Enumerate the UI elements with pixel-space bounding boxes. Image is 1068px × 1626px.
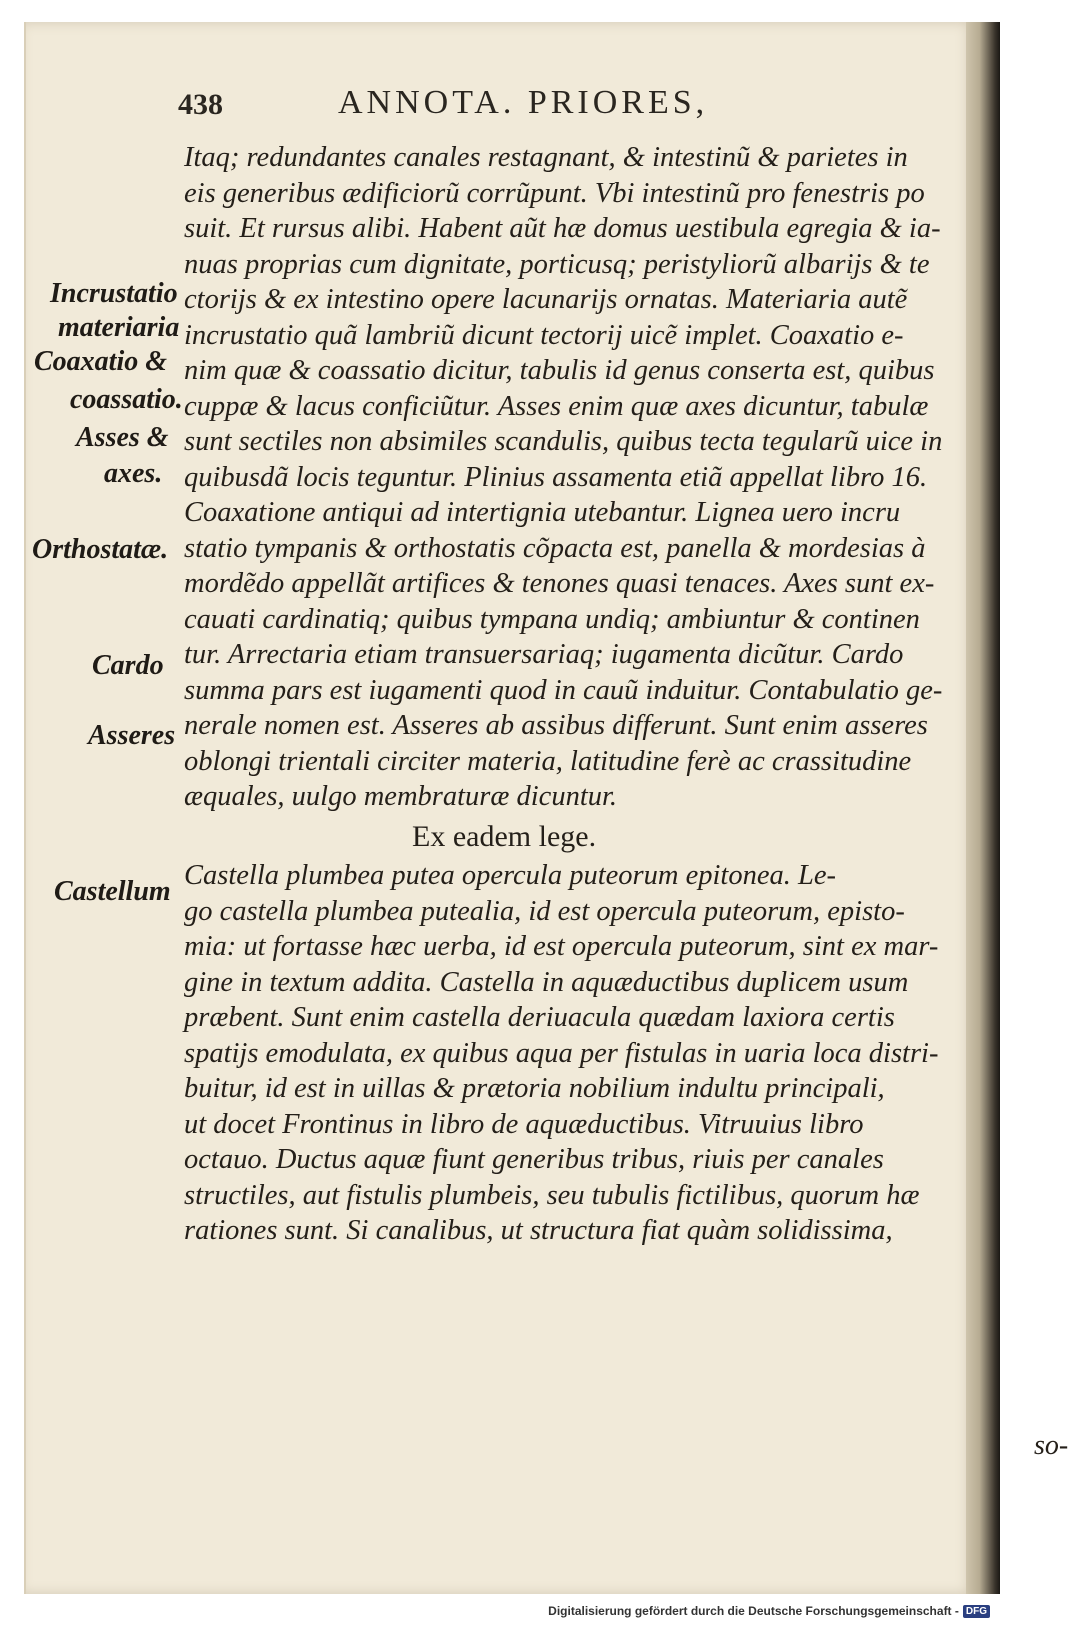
text-line: præbent. Sunt enim castella deriuacula quædam laxiora certis	[184, 1002, 895, 1033]
text-line: quibusdã locis teguntur. Plinius assamenta etiã appellat libro 16.	[184, 461, 928, 493]
text-line: ctorijs & ex intestino opere lacunarijs ornatas. Materiaria autẽ	[184, 284, 908, 315]
margin-note-cardo: Cardo	[92, 650, 164, 681]
text-line: æquales, uulgo membraturæ dicuntur.	[184, 781, 618, 812]
margin-note-asses: Asses &	[76, 422, 169, 453]
footer-text: Digitalisierung gefördert durch die Deutsche Forschungsgemeinschaft -	[548, 1604, 959, 1618]
running-head: ANNOTA. PRIORES,	[338, 84, 709, 121]
text-line: Coaxatione antiqui ad intertignia utebantur. Lignea uero incru	[184, 497, 901, 528]
dfg-logo: DFG	[963, 1605, 990, 1618]
text-line: oblongi trientali circiter materia, latitudine ferè ac crassitudine	[184, 745, 912, 777]
text-block-1	[184, 140, 942, 815]
text-line: go castella plumbea putealia, id est opercula puteorum, episto-	[184, 895, 905, 927]
margin-note-castellum: Castellum	[54, 876, 171, 907]
text-line: summa pars est iugamenti quod in cauũ induitur. Contabulatio ge-	[184, 674, 943, 706]
text-line: nuas proprias cum dignitate, porticusq; peristyliorũ albarijs & te	[184, 248, 930, 280]
text-line: cauati cardinatiq; quibus tympana undiq; ambiuntur & continen	[184, 603, 920, 635]
text-line: tur. Arrectaria etiam transuersariaq; iugamenta dicũtur. Cardo	[184, 639, 904, 670]
text-line: nim quæ & coassatio dicitur, tabulis id genus conserta est, quibus	[184, 355, 935, 386]
catchword: so-	[1034, 1430, 1068, 1461]
text-line: nerale nomen est. Asseres ab assibus differunt. Sunt enim asseres	[184, 710, 928, 741]
text-line: cuppæ & lacus conficiũtur. Asses enim quæ axes dicuntur, tabulæ	[184, 390, 929, 422]
text-line: incrustatio quã lambriũ dicunt tectorij uicẽ implet. Coaxatio e-	[184, 319, 904, 351]
margin-note-orthostatae: Orthostatæ.	[32, 534, 169, 565]
text-line: suit. Et rursus alibi. Habent aũt hæ domus uestibula egregia & ia-	[184, 213, 941, 244]
text-line: rationes sunt. Si canalibus, ut structura fiat quàm solidissima,	[184, 1215, 893, 1246]
text-line: eis generibus ædificiorũ corrũpunt. Vbi intestinũ pro fenestris po	[184, 177, 925, 209]
text-line: Castella plumbea putea opercula puteorum epitonea. Le-	[184, 860, 836, 891]
margin-note-asseres: Asseres	[88, 720, 176, 751]
digitization-footer	[548, 1604, 990, 1618]
text-line: Itaq; redundantes canales restagnant, & intestinũ & parietes in	[184, 142, 908, 173]
text-line: sunt sectiles non absimiles scandulis, quibus tecta tegularũ uice in	[184, 426, 943, 457]
page-number: 438	[178, 88, 223, 121]
margin-note-axes: axes.	[104, 458, 163, 489]
page-header	[178, 84, 878, 124]
text-line: spatijs emodulata, ex quibus aqua per fistulas in uaria loca distri-	[184, 1037, 939, 1069]
section-heading: Ex eadem lege.	[412, 820, 597, 853]
text-line: ut docet Frontinus in libro de aquæductibus. Vitruuius libro	[184, 1108, 864, 1140]
text-line: mordẽdo appellãt artifices & tenones quasi tenaces. Axes sunt ex-	[184, 568, 935, 599]
book-spine-shadow	[966, 22, 1000, 1594]
margin-note-materiaria: materiaria	[58, 312, 180, 343]
margin-note-coaxatio: Coaxatio &	[34, 346, 168, 377]
text-line: buitur, id est in uillas & prætoria nobilium indultu principali,	[184, 1073, 885, 1104]
text-line: structiles, aut fistulis plumbeis, seu tubulis fictilibus, quorum hæ	[184, 1179, 920, 1211]
text-block-2	[184, 858, 938, 1249]
text-line: gine in textum addita. Castella in aquæductibus duplicem usum	[184, 966, 909, 998]
margin-note-incrustatio: Incrustatio	[50, 278, 178, 309]
text-line: statio tympanis & orthostatis cõpacta est, panella & mordesias à	[184, 532, 926, 564]
text-line: octauo. Ductus aquæ fiunt generibus tribus, riuis per canales	[184, 1144, 884, 1175]
text-line: mia: ut fortasse hæc uerba, id est opercula puteorum, sint ex mar-	[184, 931, 939, 962]
margin-note-coassatio: coassatio.	[70, 384, 183, 415]
